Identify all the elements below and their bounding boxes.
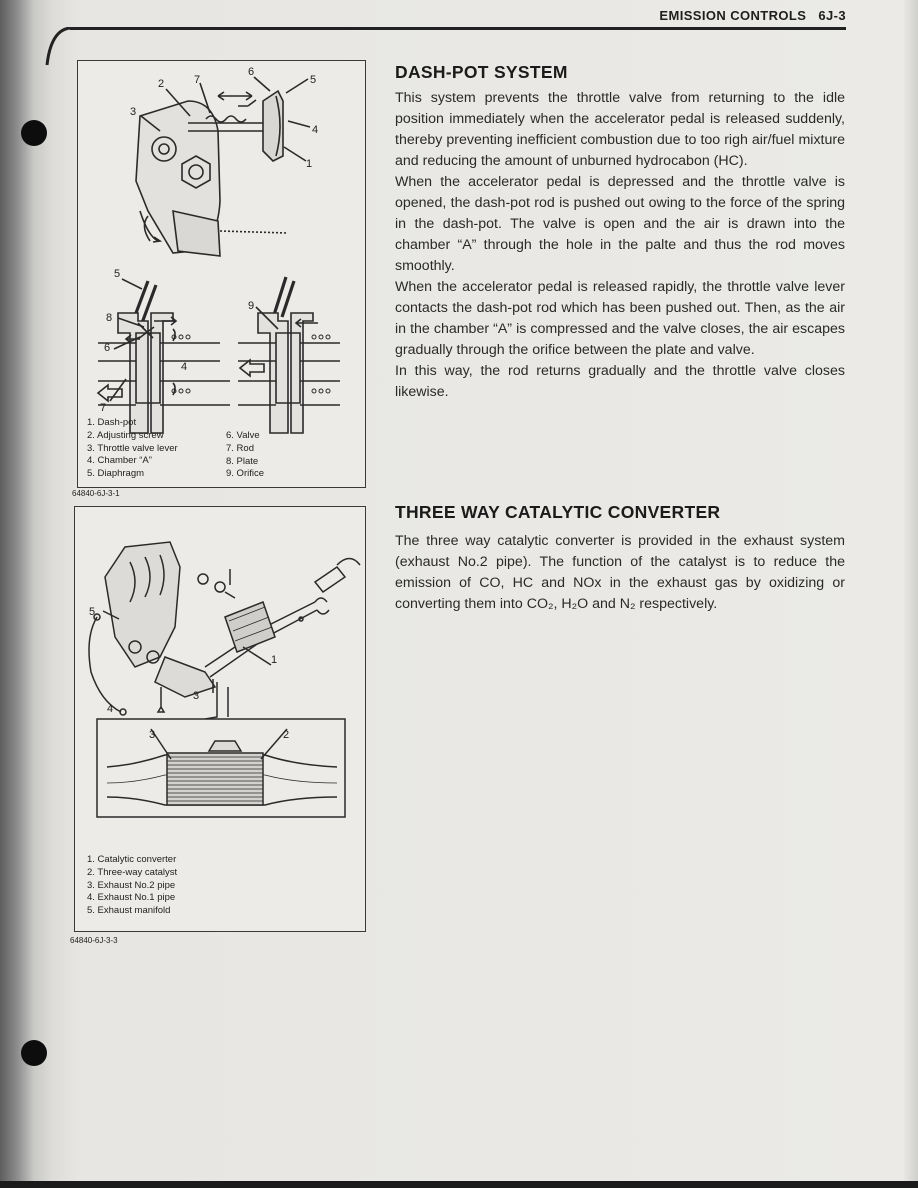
- fig1-callout-5b: 5: [114, 268, 121, 280]
- fig2-legend: [87, 854, 177, 918]
- page-bottom-edge: [0, 1181, 918, 1188]
- fig1-callout-1: 1: [306, 158, 313, 170]
- dashpot-paragraph: When the accelerator pedal is depressed and the throttle valve is opened, the dash-pot rod is pushed out owing to the force of the spring in the dash-pot. The valve is open and the air is drawn into the chamber “A” through the hole in the palte and thus the rod moves smoothly.: [395, 174, 845, 274]
- fig1-legend-item: 3. Throttle valve lever: [87, 442, 178, 454]
- catalytic-body: [395, 531, 845, 615]
- fig1-legend-item: 1. Dash-pot: [87, 417, 137, 428]
- fig2-callout-5: 5: [89, 606, 96, 618]
- fig1-legend-item: 4. Chamber “A”: [87, 455, 152, 467]
- fig1-legend-item: 7. Rod: [226, 442, 254, 454]
- dashpot-paragraph: This system prevents the throttle valve from returning to the idle position immediately when the accelerator pedal is released suddenly, thereby preventing inefficient combustion due to too righ air/fuel mixture and reducing the amount of unburned hydrocabon (HC).: [395, 90, 845, 169]
- punch-hole-bottom: [21, 1040, 47, 1066]
- fig1-callout-6b: 6: [104, 342, 111, 354]
- fig1-legend-item: 8. Plate: [226, 455, 259, 467]
- fig1-legend-item: 9. Orifice: [226, 468, 265, 480]
- fig1-callout-7b: 7: [100, 402, 107, 414]
- page-header: EMISSION CONTROLS 6J-3: [659, 8, 846, 23]
- fig2-callout-1: 1: [271, 654, 278, 666]
- fig1-callout-5: 5: [310, 74, 317, 86]
- fig2-callout-2: 2: [283, 729, 290, 741]
- dashpot-title: DASH-POT SYSTEM: [395, 62, 568, 82]
- dashpot-paragraph: When the accelerator pedal is released rapidly, the throttle valve lever contacts the dash-pot rod which has been pushed out. Then, as the air in the chamber “A” is compressed and the valve closes, the air escapes gradually through the orifice between the plate and valve.: [395, 279, 845, 358]
- dashpot-paragraph: In this way, the rod returns gradually and the throttle valve closes likewise.: [395, 363, 845, 400]
- fig2-callout-4: 4: [107, 703, 114, 715]
- fig1-code: 64840-6J-3-1: [72, 489, 120, 498]
- page-right-edge: [904, 0, 918, 1188]
- dashpot-figure: [77, 60, 366, 488]
- fig2-legend-item: 1. Catalytic converter: [87, 854, 177, 865]
- catalytic-paragraph: The three way catalytic converter is provided in the exhaust system (exhaust No.2 pipe). The function of the catalyst is to reduce the emission of CO, HC and NOx in the exhaust gas by oxidizing or converting them into CO₂, H₂O and N₂ respectively.: [395, 533, 845, 612]
- fig1-legend-right: [226, 430, 264, 481]
- fig1-callout-3: 3: [130, 106, 137, 118]
- fig2-callout-3: 3: [193, 690, 200, 702]
- header-rule: [70, 27, 846, 30]
- fig1-legend-item: 5. Diaphragm: [87, 468, 145, 480]
- catalytic-title: THREE WAY CATALYTIC CONVERTER: [395, 502, 721, 522]
- fig2-legend-item: 4. Exhaust No.1 pipe: [87, 892, 176, 904]
- fig1-callout-7: 7: [194, 74, 201, 86]
- fig2-code: 64840-6J-3-3: [70, 936, 118, 945]
- catalytic-figure: [74, 506, 366, 932]
- fig1-legend-item: 2. Adjusting screw: [87, 429, 164, 441]
- fig1-callout-6: 6: [248, 66, 255, 78]
- fig1-callout-4: 4: [312, 124, 319, 136]
- fig1-callout-2: 2: [158, 78, 165, 90]
- fig2-legend-item: 2. Three-way catalyst: [87, 866, 178, 878]
- fig2-legend-item: 5. Exhaust manifold: [87, 905, 171, 917]
- fig2-legend-item: 3. Exhaust No.2 pipe: [87, 879, 176, 891]
- fig1-legend-left: [87, 417, 178, 481]
- fig1-legend-item: 6. Valve: [226, 430, 260, 441]
- punch-hole-top: [21, 120, 47, 146]
- fig2-callout-3b: 3: [149, 729, 156, 741]
- fig1-callout-8: 8: [106, 312, 113, 324]
- dashpot-body: [395, 88, 845, 403]
- fig1-callout-4b: 4: [181, 361, 188, 373]
- fig1-callout-9: 9: [248, 300, 255, 312]
